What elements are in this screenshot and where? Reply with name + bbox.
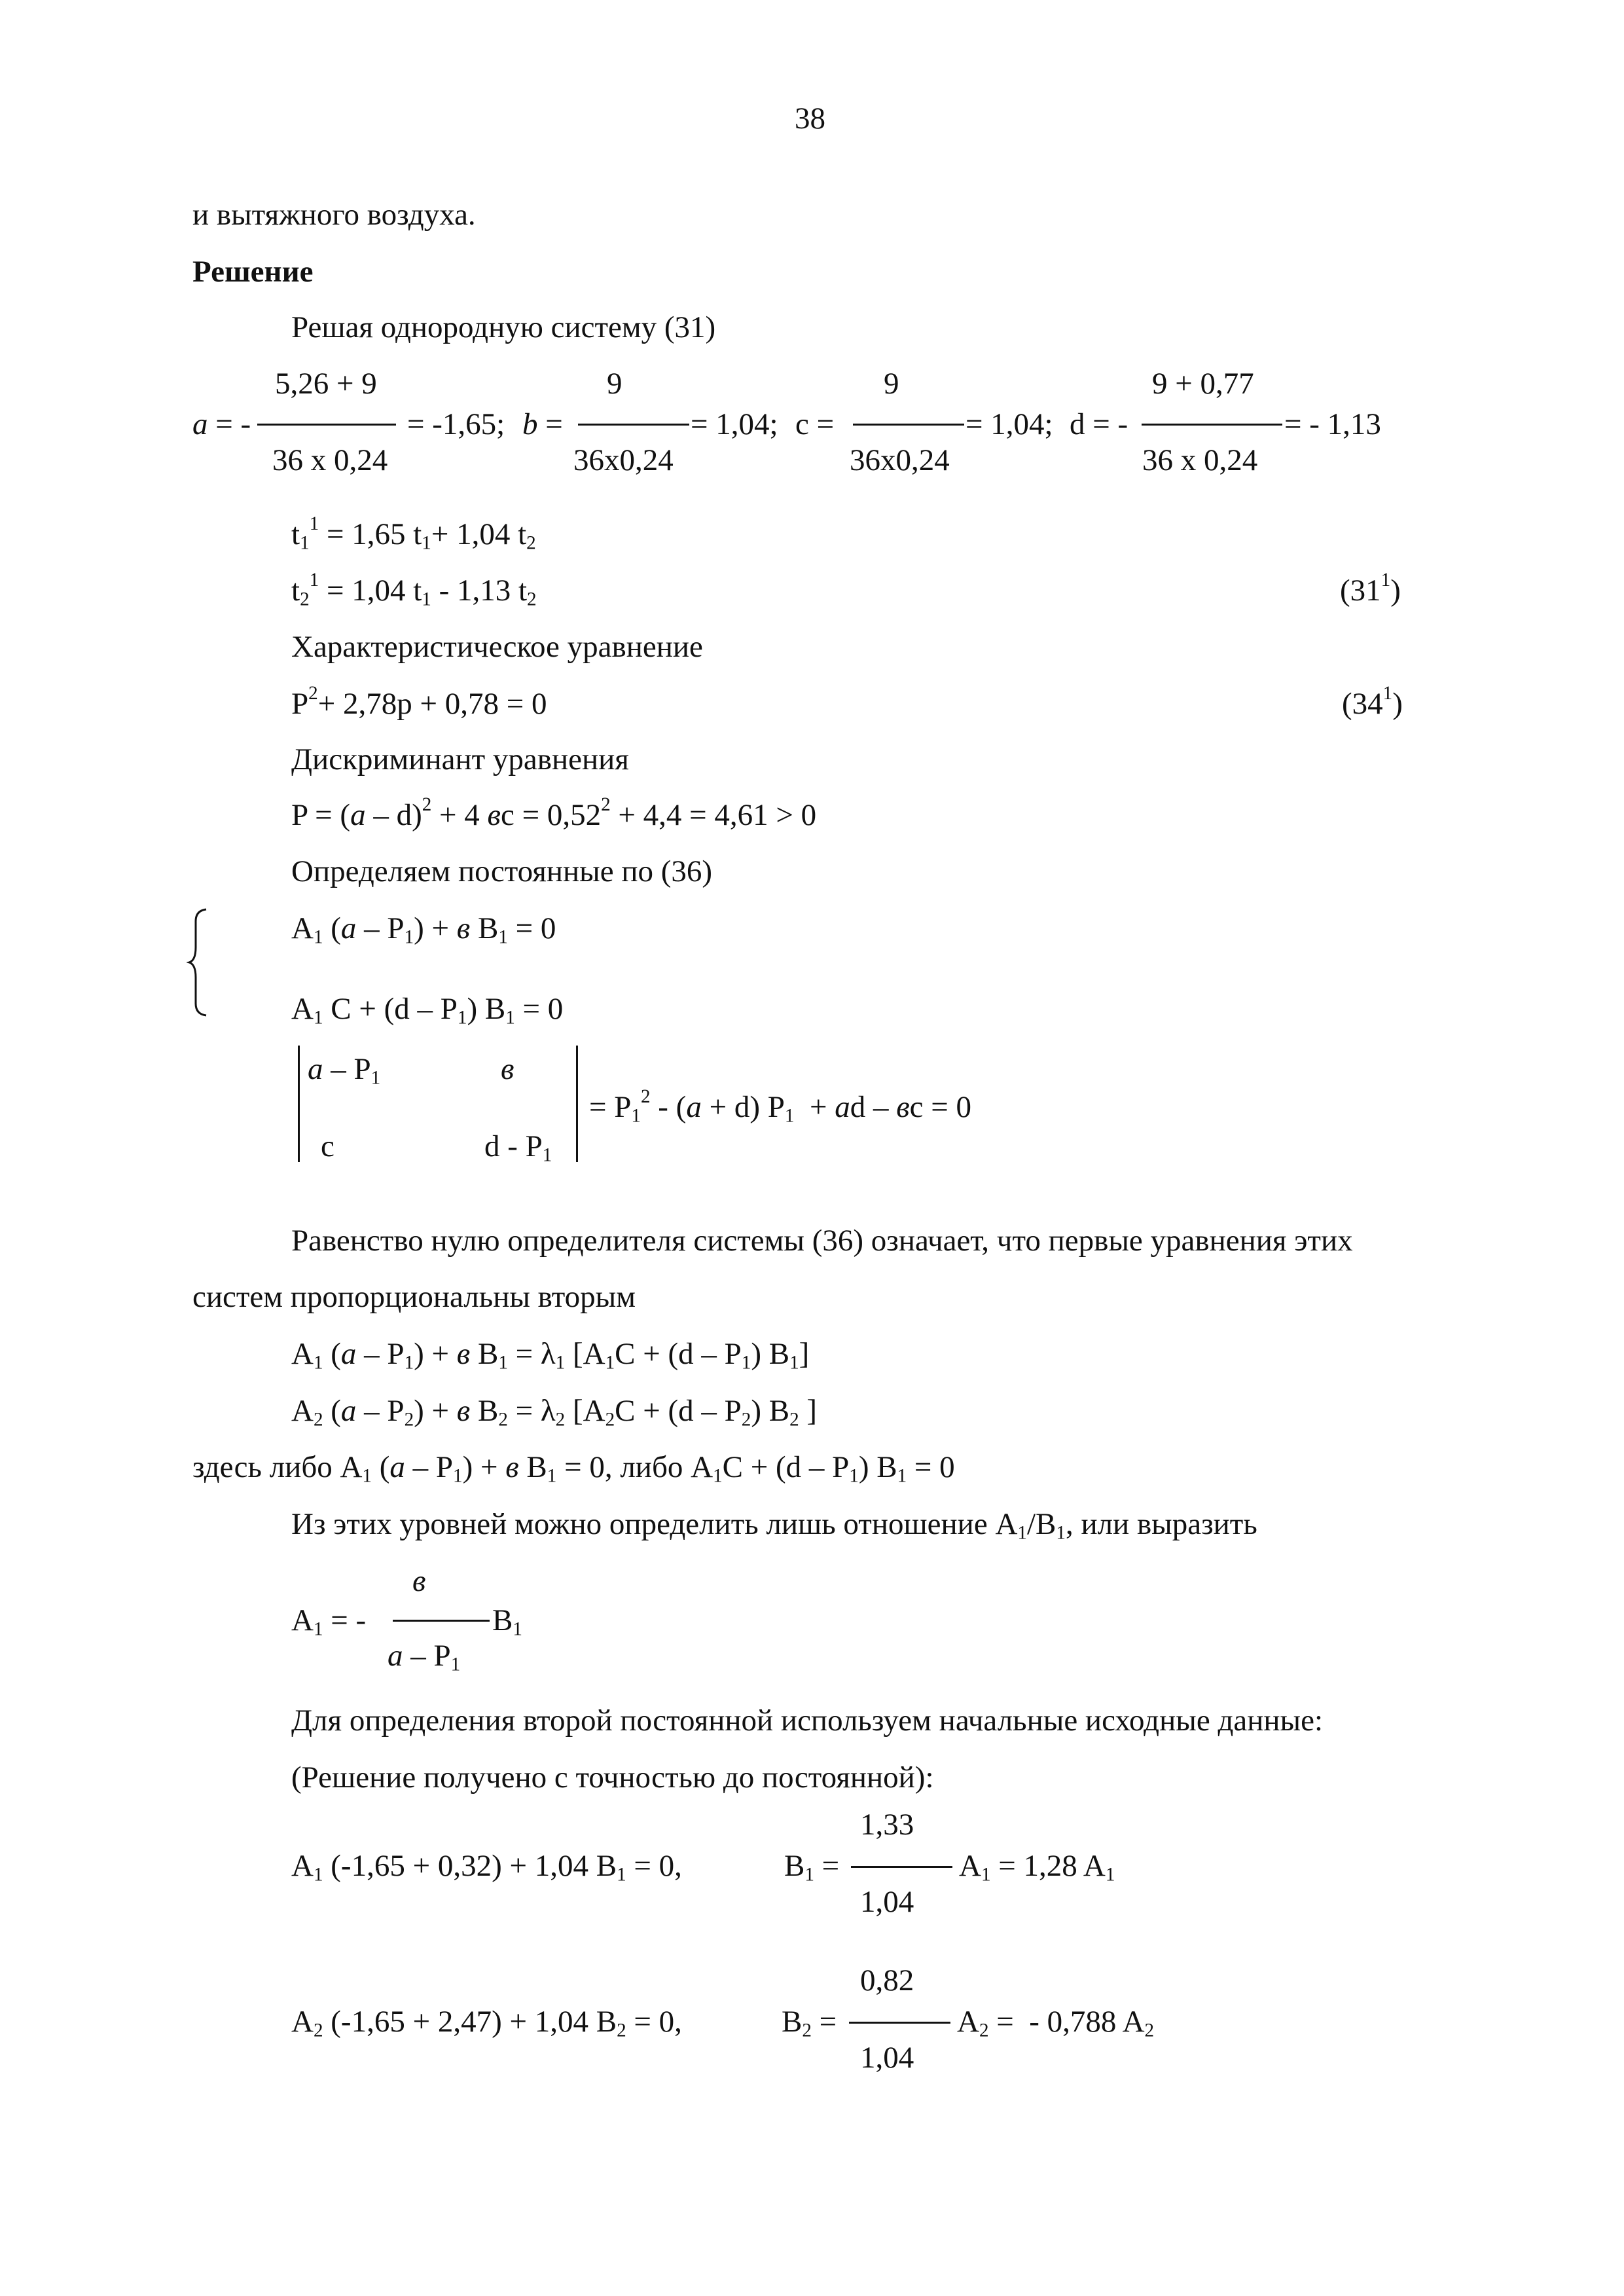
initial-data-line: Для определения второй постоянной используем начальные исходные данные:	[291, 1704, 1324, 1738]
coef-c-result: = 1,04;	[965, 407, 1053, 441]
b2-lhs: $A_2$ (-1,65 + 2,47) + 1,04 $B_2 = 0$,	[291, 2005, 682, 2041]
b1-rhs: $A_1 = 1,28$ $A_1$	[959, 1849, 1115, 1886]
a1-rhs: $B_1$	[492, 1603, 522, 1640]
b2-rhs: $A_2$ = - 0,788 $A_2$	[957, 2005, 1155, 2041]
section-heading: Решение	[192, 255, 314, 289]
characteristic-equation: $P^2+ 2,78р + 0,78 = 0$	[291, 683, 547, 721]
determinant-r1c2: в	[501, 1052, 514, 1086]
solving-line: Решая однородную систему (31)	[291, 310, 716, 344]
char-eq-heading: Характеристическое уравнение	[291, 630, 703, 664]
coef-c-label: c =	[795, 407, 835, 441]
constants-heading: Определяем постоянные по (36)	[291, 854, 713, 888]
discriminant-equation: P = (a – d)$^2$ + 4 вс = $0,52^2 + 4,4 = 4,61 > 0$	[291, 794, 817, 832]
determinant-r2c1: с	[321, 1129, 334, 1163]
coef-b-numerator: 9	[607, 367, 623, 401]
determinant-expansion: = $P_1^2 - (a + d) P_1$ + ad – вс = 0	[589, 1086, 971, 1127]
coef-a-numerator: 5,26 + 9	[275, 367, 377, 401]
brace-system-eq2: $A_1$ $C + (d - P_1)$ $B_1 = 0$	[291, 992, 564, 1029]
b1-lhs: $A_1$ (-1,65 + 0,32) + 1,04 $B_1 = 0$,	[291, 1849, 682, 1886]
brace-system-eq1: $A_1$ $(a - P_1) + в$ $B_1 = 0$	[291, 911, 556, 948]
coef-a-fraction-bar	[257, 424, 396, 426]
b2-label: $B_2$ =	[782, 2005, 837, 2041]
a1-denominator: a – $P_1$	[388, 1639, 461, 1675]
ratio-line: Из этих уровней можно определить лишь отношение $A_1/B_1$, или выразить	[291, 1507, 1257, 1544]
equation-label-34-1: $(34^1)$	[1342, 683, 1403, 721]
b1-denominator: 1,04	[860, 1885, 914, 1919]
precision-line: (Решение получено с точностью до постоянной):	[291, 1760, 934, 1795]
discriminant-heading: Дискриминант уравнения	[291, 742, 629, 776]
either-or-line: здесь либо $A_1$ $(a - P_1) + в$ $B_1 = 0$, либо $A_1C + (d - P_1) B_1 = 0$	[192, 1450, 955, 1487]
coef-a-label: a = -	[192, 407, 251, 441]
system-31-1-eq2: $t_2^1 = 1,04$ $t_1 - 1,13$ $t_2$	[291, 570, 537, 610]
coef-b-label: b =	[522, 407, 563, 441]
a1-fraction-bar	[393, 1620, 490, 1622]
page-number: 38	[795, 101, 825, 136]
b2-numerator: 0,82	[860, 1963, 914, 1997]
proportional-eq2: $A_2$ $(a - P_2) + в$ $B_2 = \lambda_2$ [$A_2C + (d - P_2)$ $B_2$ ]	[291, 1394, 818, 1430]
coef-b-denominator: 36х0,24	[573, 443, 674, 477]
determinant-left-bar	[298, 1046, 300, 1162]
paragraph-line-2: систем пропорциональны вторым	[192, 1280, 636, 1314]
coef-d-result: = - 1,13	[1284, 407, 1381, 441]
a1-numerator: в	[412, 1564, 426, 1598]
coef-c-fraction-bar	[853, 424, 964, 426]
coef-c-denominator: 36х0,24	[850, 443, 950, 477]
coef-b-result: = 1,04;	[691, 407, 778, 441]
b1-label: $B_1$ =	[784, 1849, 840, 1886]
paragraph-line-1: Равенство нулю определителя системы (36) означает, что первые уравнения этих	[291, 1224, 1353, 1258]
coef-d-label: d = -	[1070, 407, 1128, 441]
coef-b-fraction-bar	[578, 424, 689, 426]
determinant-r1c1: a – $P_1$	[308, 1052, 381, 1089]
proportional-eq1: $A_1$ $(a - P_1) + в$ $B_1 = \lambda_1$ [$A_1C + (d - P_1)$ $B_1$]	[291, 1337, 810, 1374]
coef-d-numerator: 9 + 0,77	[1152, 367, 1254, 401]
coef-c-numerator: 9	[884, 367, 899, 401]
coef-a-denominator: 36 х 0,24	[272, 443, 388, 477]
b2-denominator: 1,04	[860, 2041, 914, 2075]
b1-fraction-bar	[851, 1866, 952, 1868]
b1-numerator: 1,33	[860, 1808, 914, 1842]
determinant-r2c2: d - $P_1$	[484, 1129, 552, 1166]
b2-fraction-bar	[849, 2022, 950, 2024]
system-31-1-eq1: $t_1^1 = 1,65$ $t_1+ 1,04$ $t_2$	[291, 513, 536, 554]
coef-d-fraction-bar	[1142, 424, 1282, 426]
determinant-right-bar	[576, 1046, 578, 1162]
a1-lhs: $A_1$ = -	[291, 1603, 367, 1640]
coef-d-denominator: 36 х 0,24	[1142, 443, 1258, 477]
equation-label-31-1: $(31^1)$	[1340, 570, 1401, 608]
intro-line: и вытяжного воздуха.	[192, 198, 476, 232]
left-brace-icon	[187, 907, 213, 1018]
coef-a-result: = -1,65;	[407, 407, 505, 441]
